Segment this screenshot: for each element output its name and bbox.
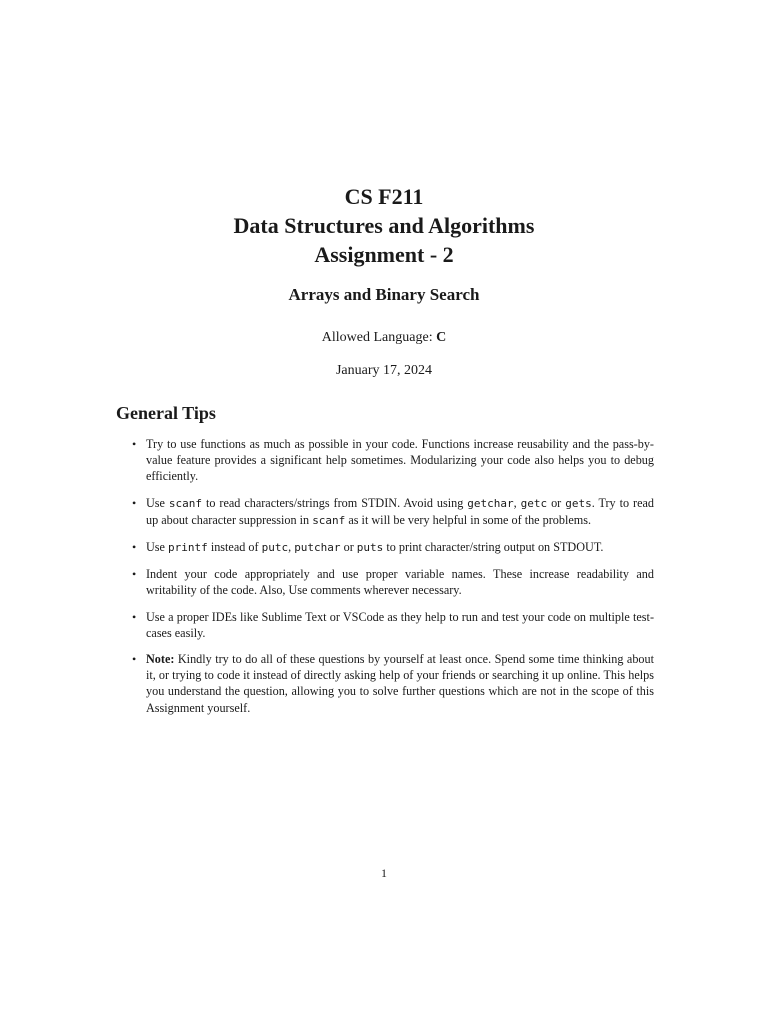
code-getc: getc: [520, 496, 548, 510]
tip-text: Indent your code appropriately and use proper variable names. These increase readability and writability of the code. Also, Use comments wherever necessary.: [146, 567, 654, 598]
allowed-language-value: C: [436, 330, 447, 345]
code-gets: gets: [565, 496, 592, 510]
bullet-icon: •: [132, 609, 137, 624]
tip-text: . Try to read up about character suppression in: [146, 495, 654, 527]
list-item: [130, 436, 654, 485]
bullet-icon: •: [132, 652, 137, 667]
list-item: [130, 495, 654, 529]
assignment-title: Assignment - 2: [314, 242, 454, 267]
bullet-icon: •: [132, 567, 137, 582]
tip-text: ,: [288, 540, 295, 555]
code-scanf: scanf: [312, 513, 346, 527]
tip-text: Kindly try to do all of these questions by yourself at least once. Spend some time thinking about it, or trying to code it instead of directly asking help of your friends or searching it up online. This helps you understand the question, allowing you to solve further questions which are not in the scope of this Assignment yourself.: [146, 652, 654, 715]
tip-text: or: [340, 540, 357, 555]
course-code: CS F211: [344, 184, 424, 209]
bullet-icon: •: [132, 540, 137, 555]
code-getchar: getchar: [467, 496, 514, 510]
allowed-language-label: Allowed Language:: [321, 330, 437, 345]
tip-text: as it will be very helpful in some of the problems.: [345, 512, 592, 527]
code-scanf: scanf: [168, 496, 203, 510]
code-printf: printf: [168, 541, 208, 555]
code-putc: putc: [261, 541, 289, 555]
code-puts: puts: [356, 541, 384, 555]
assignment-topic: Arrays and Binary Search: [288, 285, 480, 304]
bullet-icon: •: [132, 495, 137, 510]
title-block: [0, 182, 768, 379]
tip-text: to read characters/strings from STDIN. Avoid using: [202, 495, 468, 510]
tip-text: Use a proper IDEs like Sublime Text or VSCode as they help to run and test your code on multiple test-cases easily.: [146, 609, 654, 640]
tip-text: Try to use functions as much as possible in your code. Functions increase reusability and the pass-by-value feature provides a significant help sometimes. Modularizing your code also helps you to debug efficiently.: [146, 437, 654, 484]
list-item: [130, 651, 654, 716]
tip-text: or: [547, 495, 566, 510]
tip-text: Use: [146, 495, 169, 510]
tips-list: [130, 436, 654, 726]
tip-text: instead of: [207, 540, 262, 555]
page-number: 1: [381, 866, 387, 880]
list-item: [130, 566, 654, 598]
course-name: Data Structures and Algorithms: [233, 213, 535, 238]
list-item: [130, 539, 654, 556]
tip-text: ,: [513, 495, 521, 510]
note-label: Note:: [146, 652, 175, 667]
allowed-language: [0, 330, 768, 346]
section-heading-general-tips: General Tips: [116, 403, 216, 423]
bullet-icon: •: [132, 437, 137, 451]
code-putchar: putchar: [294, 541, 341, 555]
list-item: [130, 609, 654, 641]
tip-text: to print character/string output on STDOUT.: [383, 540, 604, 555]
tip-text: Use: [146, 540, 169, 555]
document-date: January 17, 2024: [335, 363, 433, 378]
